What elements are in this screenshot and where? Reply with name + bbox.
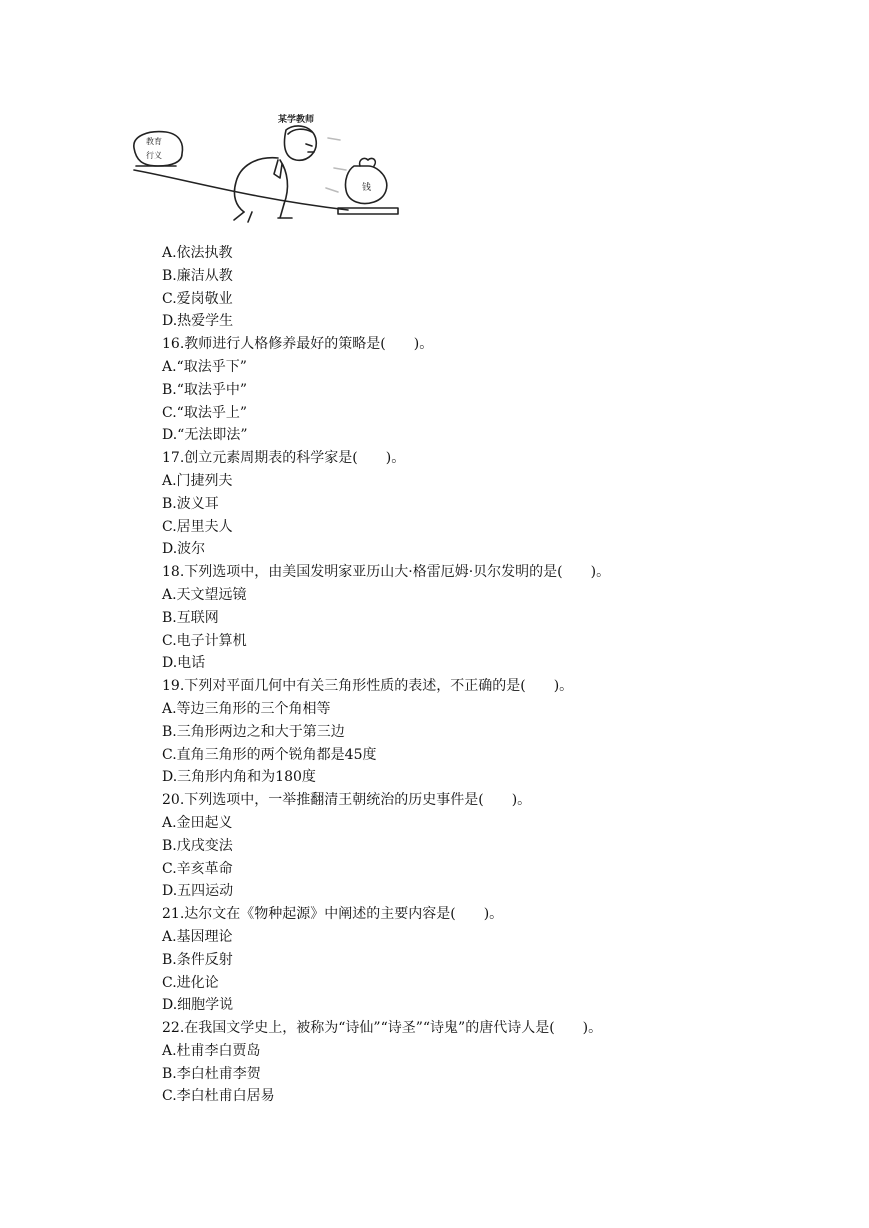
text-line: D.热爱学生 xyxy=(162,313,234,330)
text-line: C.直角三角形的两个锐角都是45度 xyxy=(162,746,377,763)
text-line: C.“取法乎上” xyxy=(162,404,247,421)
text-line: B.条件反射 xyxy=(162,951,233,968)
text-line: B.李白杜甫李贺 xyxy=(162,1065,261,1082)
cartoon-figure xyxy=(128,108,400,226)
text-line: B.互联网 xyxy=(162,609,219,626)
sign-label-top: 教育 xyxy=(146,137,162,146)
text-line: A.“取法乎下” xyxy=(162,358,247,375)
figure-caption: 某学教师 xyxy=(278,115,315,125)
question-16: 16.教师进行人格修养最好的策略是( )。 xyxy=(162,336,434,353)
text-line: B.三角形两边之和大于第三边 xyxy=(162,723,345,740)
text-line: A.基因理论 xyxy=(162,928,233,945)
text-line: D.电话 xyxy=(162,655,206,672)
text-line: D.五四运动 xyxy=(162,883,234,900)
text-line: A.金田起义 xyxy=(162,814,233,831)
text-line: C.爱岗敬业 xyxy=(162,290,233,307)
text-line: C.电子计算机 xyxy=(162,632,247,649)
text-line: D.三角形内角和为180度 xyxy=(162,769,316,786)
text-line: C.辛亥革命 xyxy=(162,860,233,877)
text-line: A.依法执教 xyxy=(162,245,233,261)
text-line: B.波义耳 xyxy=(162,495,219,512)
text-line: B.戊戌变法 xyxy=(162,837,233,854)
text-line: C.进化论 xyxy=(162,974,219,991)
question-18: 18.下列选项中，由美国发明家亚历山大·格雷厄姆·贝尔发明的是( )。 xyxy=(162,564,611,581)
text-line: A.等边三角形的三个角相等 xyxy=(162,700,331,717)
question-20: 20.下列选项中，一举推翻清王朝统治的历史事件是( )。 xyxy=(162,792,532,809)
sign-label-bottom: 行义 xyxy=(146,151,162,160)
text-line: A.门捷列夫 xyxy=(162,472,233,489)
question-19: 19.下列对平面几何中有关三角形性质的表述，不正确的是( )。 xyxy=(162,678,574,695)
bag-label: 钱 xyxy=(362,183,372,193)
question-list xyxy=(162,242,822,1108)
text-line: B.廉洁从教 xyxy=(162,267,233,284)
question-22: 22.在我国文学史上，被称为“诗仙”“诗圣”“诗鬼”的唐代诗人是( )。 xyxy=(162,1020,603,1037)
text-line: C.居里夫人 xyxy=(162,518,233,535)
text-line: A.杜甫李白贾岛 xyxy=(162,1042,261,1059)
text-line: C.李白杜甫白居易 xyxy=(162,1088,275,1105)
question-21: 21.达尔文在《物种起源》中阐述的主要内容是( )。 xyxy=(162,906,504,923)
question-17: 17.创立元素周期表的科学家是( )。 xyxy=(162,450,406,467)
text-line: B.“取法乎中” xyxy=(162,381,248,398)
text-line: A.天文望远镜 xyxy=(162,586,247,603)
text-line: D.“无法即法” xyxy=(162,427,248,444)
text-line: D.波尔 xyxy=(162,541,206,558)
text-line: D.细胞学说 xyxy=(162,997,234,1014)
